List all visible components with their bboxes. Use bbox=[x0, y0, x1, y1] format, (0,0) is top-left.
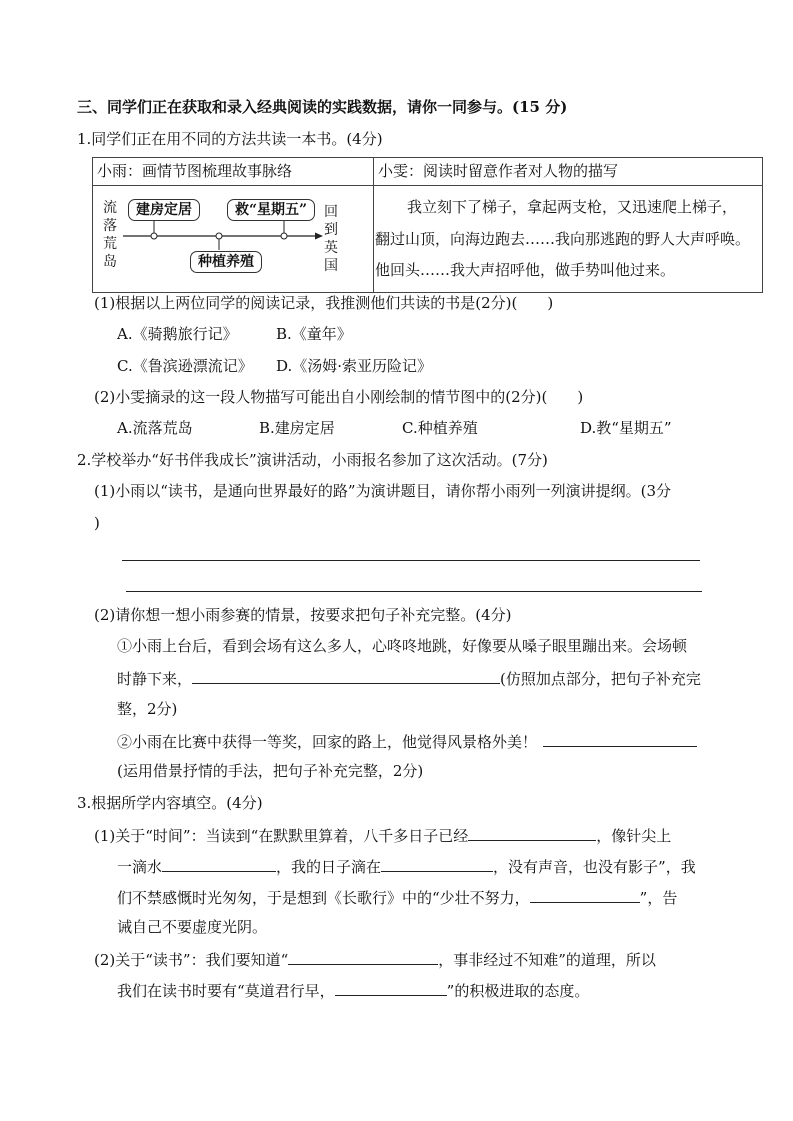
q3-2-blank-2[interactable] bbox=[335, 980, 447, 996]
q3-1-blank-2[interactable] bbox=[162, 856, 276, 872]
section-title: 三、同学们正在获取和录入经典阅读的实践数据，请你一同参与。(15 分) bbox=[77, 98, 568, 116]
q3-1-line-3-text-b: ”，告 bbox=[639, 889, 678, 907]
q1-2-option-c[interactable]: C.种植养殖 bbox=[402, 419, 478, 437]
q3-1-blank-4[interactable] bbox=[530, 887, 640, 903]
q3-2-line-1-text-a: (2)关于“读书”：我们要知道“ bbox=[94, 951, 289, 969]
q3-1-line-1 bbox=[94, 825, 671, 845]
plot-box-farming: 种植养殖 bbox=[190, 251, 262, 273]
q2-2-item1-suffix: (仿照加点部分，把句子补充完 bbox=[500, 670, 701, 688]
q2-2-item1-line-1: ①小雨上台后，看到会场有这么多人，心咚咚地跳，好像要从嗓子眼里蹦出来。会场顿 bbox=[117, 637, 688, 655]
question-2-1-line-2: ) bbox=[94, 514, 100, 532]
outline-answer-line-2[interactable] bbox=[126, 591, 702, 592]
question-2-1-line-1: (1)小雨以“读书，是通向世界最好的路”为演讲题目，请你帮小雨列一列演讲提纲。(3分 bbox=[94, 482, 671, 500]
q1-1-option-d[interactable]: D.《汤姆·索亚历险记》 bbox=[276, 357, 433, 375]
q2-2-item1-prefix: 时静下来， bbox=[117, 670, 193, 688]
q2-2-item2-line-2: (运用借景抒情的手法，把句子补充完整，2分) bbox=[117, 762, 424, 780]
q3-1-line-3-text-a: 们不禁感慨时光匆匆，于是想到《长歌行》中的“少壮不努力， bbox=[117, 889, 530, 907]
q3-2-line-1 bbox=[94, 949, 656, 969]
q1-2-option-a[interactable]: A.流落荒岛 bbox=[117, 419, 193, 437]
plot-box-build-house: 建房定居 bbox=[128, 199, 200, 221]
q2-2-item1-blank[interactable] bbox=[192, 668, 500, 684]
q2-2-item2-prefix: ②小雨在比赛中获得一等奖，回家的路上，他觉得风景格外美！ bbox=[117, 733, 538, 751]
q2-2-item1-line-2 bbox=[117, 668, 701, 688]
diagram-end-label: 回到英国 bbox=[324, 204, 338, 274]
q1-2-option-b[interactable]: B.建房定居 bbox=[259, 419, 335, 437]
question-1-2-stem: (2)小雯摘录的这一段人物描写可能出自小刚绘制的情节图中的(2分)( ) bbox=[94, 388, 584, 406]
q1-1-option-a[interactable]: A.《骑鹅旅行记》 bbox=[117, 325, 238, 343]
q2-2-item2-line-1 bbox=[117, 731, 697, 751]
q3-1-line-2-text-a: 一滴水 bbox=[117, 858, 163, 876]
q3-2-line-2-text-a: 我们在读书时要有“莫道君行早， bbox=[117, 982, 335, 1000]
q2-2-item2-blank[interactable] bbox=[543, 731, 697, 747]
q3-1-line-3 bbox=[117, 887, 677, 907]
q1-1-option-b[interactable]: B.《童年》 bbox=[276, 325, 352, 343]
q3-2-line-2 bbox=[117, 980, 589, 1000]
q3-2-blank-1[interactable] bbox=[288, 949, 438, 965]
question-3-stem: 3.根据所学内容填空。(4分) bbox=[77, 794, 263, 812]
q3-1-line-4: 诫自己不要虚度光阴。 bbox=[117, 918, 268, 936]
passage-line-3: 他回头……我大声招呼他，做手势叫他过来。 bbox=[375, 261, 676, 279]
passage-line-2: 翻过山顶，向海边跑去……我向那逃跑的野人大声呼唤。 bbox=[375, 230, 751, 248]
q3-2-line-2-text-b: ”的积极进取的态度。 bbox=[446, 982, 590, 1000]
q1-1-option-c[interactable]: C.《鲁滨逊漂流记》 bbox=[117, 357, 253, 375]
passage-line-1: 我立刻下了梯子，拿起两支枪，又迅速爬上梯子， bbox=[407, 198, 738, 216]
q3-2-line-1-text-b: ，事非经过不知难”的道理，所以 bbox=[438, 951, 656, 969]
reading-record-table bbox=[92, 157, 763, 293]
question-1-1-stem: (1)根据以上两位同学的阅读记录，我推测他们共读的书是(2分)( ) bbox=[94, 294, 554, 312]
q3-1-line-1-text-a: (1)关于“时间”：当读到“在默默里算着，八千多日子已经 bbox=[94, 827, 469, 845]
diagram-start-label: 流落荒岛 bbox=[103, 200, 117, 270]
q3-1-line-2-text-c: ，没有声音，也没有影子”，我 bbox=[493, 858, 696, 876]
q3-1-line-1-text-b: ，像针尖上 bbox=[596, 827, 672, 845]
table-header-xiaowen: 小雯：阅读时留意作者对人物的描写 bbox=[378, 162, 619, 180]
q3-1-line-2 bbox=[117, 856, 696, 876]
q3-1-blank-1[interactable] bbox=[468, 825, 596, 841]
q3-1-blank-3[interactable] bbox=[381, 856, 493, 872]
table-column-divider bbox=[373, 158, 374, 292]
q2-2-item1-line-3: 整，2分) bbox=[117, 700, 178, 718]
question-2-stem: 2.学校举办“好书伴我成长”演讲活动，小雨报名参加了这次活动。(7分) bbox=[77, 451, 548, 469]
outline-answer-line-1[interactable] bbox=[122, 560, 700, 561]
q3-1-line-2-text-b: ，我的日子滴在 bbox=[276, 858, 382, 876]
question-1-stem: 1.同学们正在用不同的方法共读一本书。(4分) bbox=[77, 130, 383, 148]
question-2-2-stem: (2)请你想一想小雨参赛的情景，按要求把句子补充完整。(4分) bbox=[94, 606, 512, 624]
plot-box-save-friday: 救“星期五” bbox=[227, 199, 315, 221]
table-header-xiaoyu: 小雨：画情节图梳理故事脉络 bbox=[97, 162, 293, 180]
q1-2-option-d[interactable]: D.教“星期五” bbox=[580, 419, 672, 437]
